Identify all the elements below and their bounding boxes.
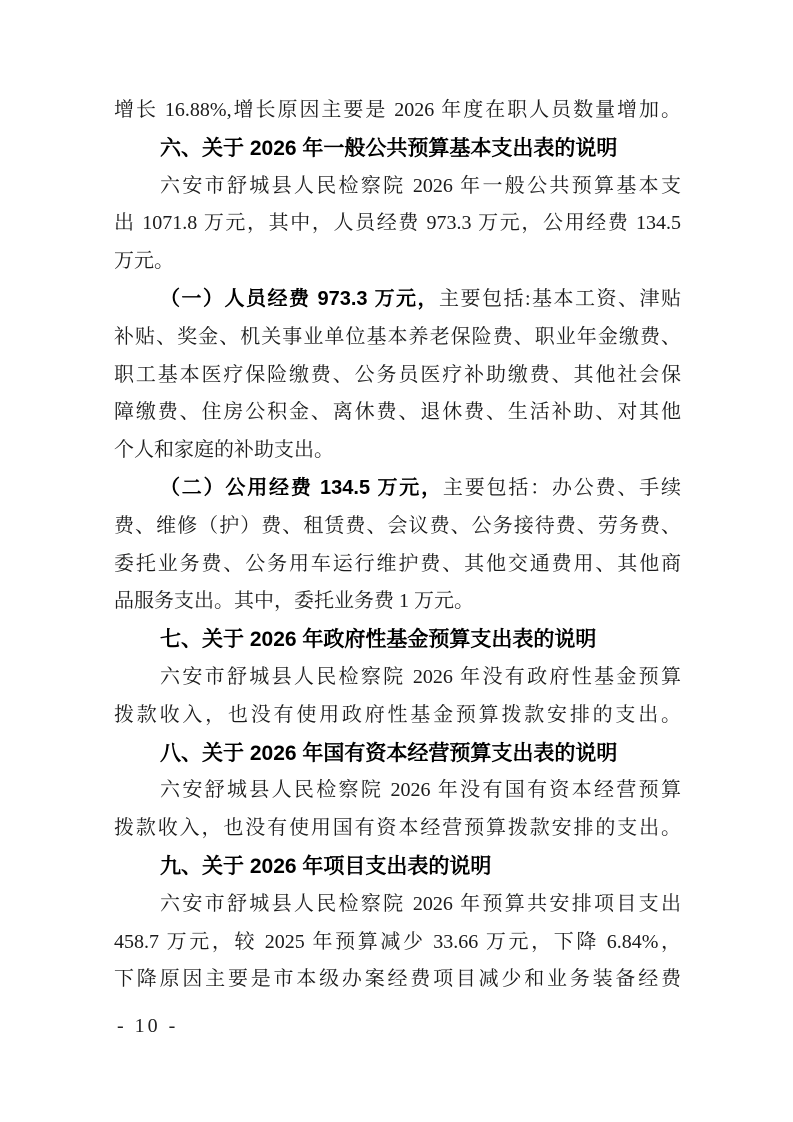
text-segment: 补贴、奖金、机关事业单位基本养老保险费、职业年金缴费、 [114, 325, 681, 348]
text-segment: 委托业务费、公务用车运行维护费、其他交通费用、其他商 [114, 552, 681, 575]
text-segment: 障缴费、住房公积金、离休费、退休费、生活补助、对其他 [114, 401, 681, 424]
text-line [114, 924, 681, 962]
text-line [114, 92, 681, 130]
heading-line [114, 621, 681, 659]
text-line [114, 886, 681, 924]
text-segment: 下降原因主要是市本级办案经费项目减少和业务装备经费 [114, 968, 681, 991]
text-segment: 主要包括：办公费、手续 [442, 476, 681, 499]
text-segment: 出 1071.8 万元，其中，人员经费 973.3 万元，公用经费 134.5 [114, 212, 681, 235]
text-line [114, 546, 681, 584]
heading-line [114, 848, 681, 886]
bold-text-segment: 七、关于 2026 年政府性基金预算支出表的说明 [160, 628, 597, 652]
bold-text-segment: 九、关于 2026 年项目支出表的说明 [160, 854, 492, 878]
text-line [114, 772, 681, 810]
text-line [114, 357, 681, 395]
text-line [114, 168, 681, 206]
text-segment: 个人和家庭的补助支出。 [114, 439, 334, 462]
text-line [114, 319, 681, 357]
text-line [114, 394, 681, 432]
text-line [114, 470, 681, 508]
text-segment: 六安市舒城县人民检察院 2026 年没有政府性基金预算 [160, 665, 681, 688]
text-segment: 六安市舒城县人民检察院 2026 年预算共安排项目支出 [160, 892, 681, 915]
heading-line [114, 130, 681, 168]
bold-text-segment: （一）人员经费 973.3 万元， [160, 287, 440, 310]
text-segment: 458.7 万元，较 2025 年预算减少 33.66 万元，下降 6.84%， [114, 930, 681, 953]
bold-text-segment: 八、关于 2026 年国有资本经营预算支出表的说明 [160, 741, 618, 765]
text-segment: 六安舒城县人民检察院 2026 年没有国有资本经营预算 [160, 779, 681, 802]
text-line [114, 659, 681, 697]
text-line [114, 583, 681, 621]
text-segment: 主要包括:基本工资、津贴 [439, 287, 681, 310]
text-segment: 拨款收入，也没有使用国有资本经营预算拨款安排的支出。 [114, 817, 681, 840]
text-segment: 职工基本医疗保险缴费、公务员医疗补助缴费、其他社会保 [114, 363, 681, 386]
text-line [114, 697, 681, 735]
text-line [114, 432, 681, 470]
text-line [114, 810, 681, 848]
text-segment: 品服务支出。其中，委托业务费 1 万元。 [114, 590, 474, 613]
page-number: - 10 - [117, 1015, 179, 1037]
text-line [114, 281, 681, 319]
text-segment: 费、维修（护）费、租赁费、会议费、公务接待费、劳务费、 [114, 514, 681, 537]
text-line [114, 508, 681, 546]
text-segment: 增长 16.88%,增长原因主要是 2026 年度在职人员数量增加。 [114, 99, 681, 121]
bold-text-segment: 六、关于 2026 年一般公共预算基本支出表的说明 [160, 136, 618, 160]
text-segment: 六安市舒城县人民检察院 2026 年一般公共预算基本支 [160, 174, 681, 197]
bold-text-segment: （二）公用经费 134.5 万元， [160, 476, 443, 499]
document-content [114, 92, 681, 999]
text-segment: 万元。 [114, 250, 174, 273]
text-line [114, 961, 681, 999]
heading-line [114, 735, 681, 773]
text-line [114, 205, 681, 243]
text-line [114, 243, 681, 281]
text-segment: 拨款收入，也没有使用政府性基金预算拨款安排的支出。 [114, 703, 681, 726]
